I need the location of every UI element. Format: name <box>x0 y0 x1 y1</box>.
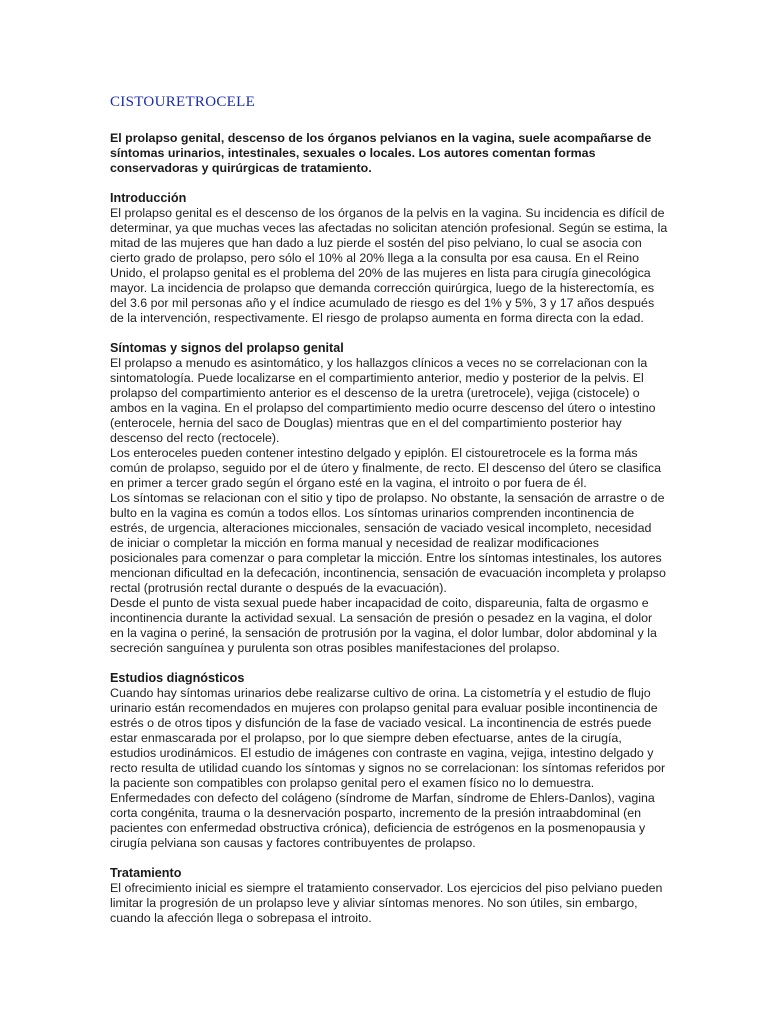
section-heading: Tratamiento <box>110 866 182 880</box>
section-paragraph: Cuando hay síntomas urinarios debe realizarse cultivo de orina. La cistometría y el estudio de flujo urinario están recomendados en mujeres con prolapso genital para evaluar posible incontinencia de estrés o de otros tipos y disfunción de la fase de vaciado vesical. La incontinencia de estrés puede estar enmascarada por el prolapso, por lo que siempre deben efectuarse, antes de la cirugía, estudios urodinámicos. El estudio de imágenes con contraste en vagina, vejiga, intestino delgado y recto resulta de utilidad cuando los síntomas y signos no se correlacionan: los síntomas referidos por la paciente son compatibles con prolapso genital pero el examen físico no lo demuestra. <box>110 686 666 790</box>
document-lead: El prolapso genital, descenso de los órganos pelvianos en la vagina, suele acompañarse de síntomas urinarios, intestinales, sexuales o locales. Los autores comentan formas conservadoras y quirúrgicas de tratamiento. <box>110 131 652 175</box>
section-sintomas <box>110 341 668 656</box>
section-paragraph: El ofrecimiento inicial es siempre el tratamiento conservador. Los ejercicios del piso pelviano pueden limitar la progresión de un prolapso leve y aliviar síntomas menores. No son útiles, sin embargo, cuando la afección llega o sobrepasa el introito. <box>110 881 663 925</box>
section-estudios <box>110 671 668 851</box>
section-heading: Estudios diagnósticos <box>110 671 245 685</box>
section-paragraph: Desde el punto de vista sexual puede haber incapacidad de coito, dispareunia, falta de orgasmo e incontinencia durante la actividad sexual. La sensación de presión o pesadez en la vagina, el dolor en la vagina o periné, la sensación de protrusión por la vagina, el dolor lumbar, dolor abdominal y la secreción sanguínea y purulenta son otras posibles manifestaciones del prolapso. <box>110 596 657 655</box>
section-heading: Síntomas y signos del prolapso genital <box>110 341 344 355</box>
section-introduccion <box>110 191 668 326</box>
section-tratamiento <box>110 866 668 926</box>
section-paragraph: El prolapso a menudo es asintomático, y los hallazgos clínicos a veces no se correlacionan con la sintomatología. Puede localizarse en el compartimiento anterior, medio y posterior de la pelvis. El prolapso del compartimiento anterior es el descenso de la uretra (uretrocele), vejiga (cistocele) o ambos en la vagina. En el prolapso del compartimiento medio ocurre descenso del útero o intestino (enterocele, hernia del saco de Douglas) mientras que en el del compartimiento posterior hay descenso del recto (rectocele). <box>110 356 656 445</box>
section-paragraph: Enfermedades con defecto del colágeno (síndrome de Marfan, síndrome de Ehlers-Danlos), vagina corta congénita, trauma o la desnervación posparto, incremento de la presión intraabdominal (en pacientes con enfermedad obstructiva crónica), deficiencia de estrógenos en la posmenopausia y cirugía pelviana son causas y factores contribuyentes de prolapso. <box>110 791 655 850</box>
section-paragraph: Los síntomas se relacionan con el sitio y tipo de prolapso. No obstante, la sensación de arrastre o de bulto en la vagina es común a todos ellos. Los síntomas urinarios comprenden incontinencia de estrés, de urgencia, alteraciones miccionales, sensación de vaciado vesical incompleto, necesidad de iniciar o completar la micción en forma manual y necesidad de realizar modificaciones posicionales para comenzar o para completar la micción. Entre los síntomas intestinales, los autores mencionan dificultad en la defecación, incontinencia, sensación de evacuación incompleta y prolapso rectal (protrusión rectal durante o después de la evacuación). <box>110 491 666 595</box>
section-heading: Introducción <box>110 191 187 205</box>
section-paragraph: El prolapso genital es el descenso de los órganos de la pelvis en la vagina. Su incidencia es difícil de determinar, ya que muchas veces las afectadas no solicitan atención profesional. Según se estima, la mitad de las mujeres que han dado a luz pierde el sostén del piso pelviano, lo cual se asocia con cierto grado de prolapso, pero sólo el 10% al 20% llega a la consulta por esa causa. En el Reino Unido, el prolapso genital es el problema del 20% de las mujeres en lista para cirugía ginecológica mayor. La incidencia de prolapso que demanda corrección quirúrgica, luego de la histerectomía, es del 3.6 por mil personas año y el índice acumulado de riesgo es del 1% y 5%, 3 y 17 años después de la intervención, respectivamente. El riesgo de prolapso aumenta en forma directa con la edad. <box>110 206 668 325</box>
section-paragraph: Los enteroceles pueden contener intestino delgado y epiplón. El cistouretrocele es la forma más común de prolapso, seguido por el de útero y finalmente, de recto. El descenso del útero se clasifica en primer a tercer grado según el órgano esté en la vagina, el introito o por fuera de él. <box>110 446 662 490</box>
document-title: CISTOURETROCELE <box>110 94 256 110</box>
